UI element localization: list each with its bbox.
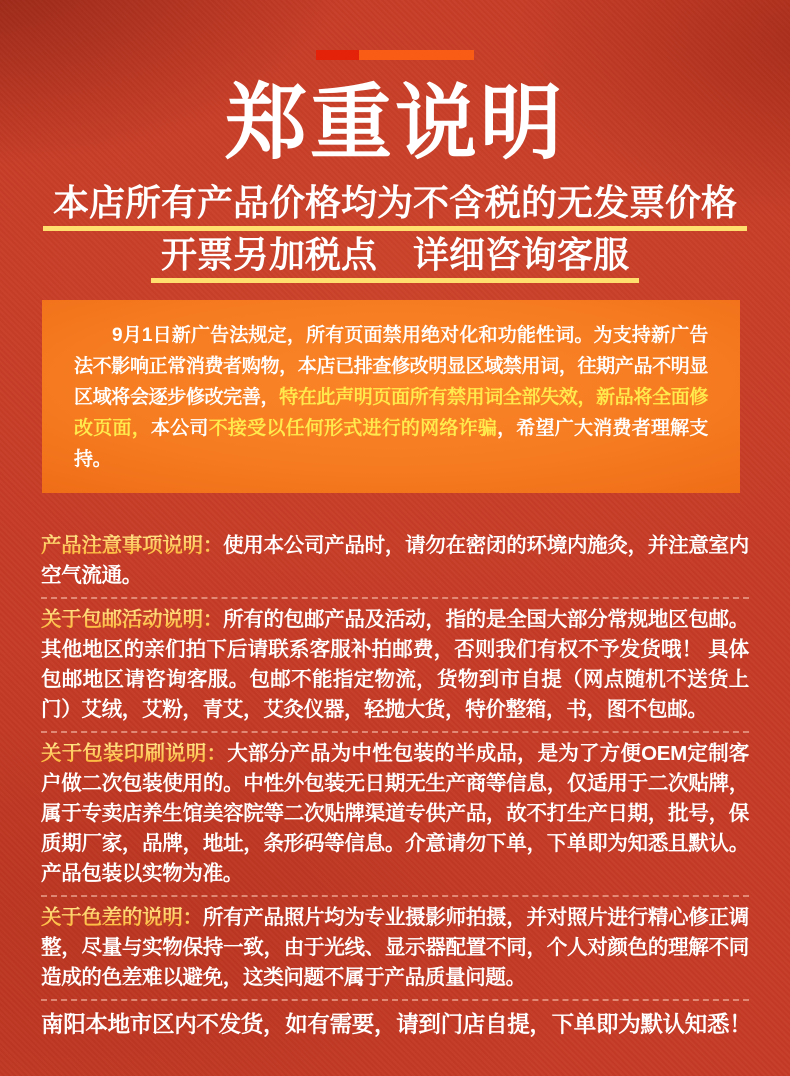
section-divider <box>41 999 749 1001</box>
footer-note: 南阳本地市区内不发货，如有需要，请到门店自提，下单即为默认知悉！ <box>41 1012 752 1037</box>
section-packaging-print <box>41 739 749 889</box>
section-divider <box>41 731 749 733</box>
notice-segment-highlight: 特在此声明页面所有禁用词全部失效，新品将全面修改页面， <box>74 387 708 439</box>
section-heading: 关于色差的说明： <box>41 906 203 929</box>
decor-bar-right-segment <box>359 50 474 60</box>
section-body: 使用本公司产品时，请勿在密闭的环境内施灸，并注意室内空气流通。 <box>41 534 749 587</box>
page-title: 郑重说明 <box>224 78 565 169</box>
price-subtitle-line-2: 开票另加税点 详细咨询客服 <box>151 234 639 283</box>
section-heading: 关于包装印刷说明： <box>41 742 228 765</box>
section-divider <box>41 597 749 599</box>
section-body: 所有的包邮产品及活动，指的是全国大部分常规地区包邮。其他地区的亲们拍下后请联系客服补拍邮费，否则我们有权不予发货哦！ 具体包邮地区请咨询客服。包邮不能指定物流，货物到市自提（网点随机不送货上门）艾绒，艾粉，青艾，艾灸仪器，轻抛大货，特价整箱，书，图不包邮。 <box>41 608 749 721</box>
section-heading: 产品注意事项说明： <box>41 534 224 557</box>
section-divider <box>41 895 749 897</box>
section-product-care <box>41 531 749 591</box>
section-body: 大部分产品为中性包装的半成品，是为了方便OEM定制客户做二次包装使用的。中性外包装无日期无生产商等信息，仅适用于二次贴牌，属于专卖店养生馆美容院等二次贴牌渠道专供产品，故不打生产日期，批号，保质期厂家，品牌，地址，条形码等信息。介意请勿下单，下单即为知悉且默认。产品包装以实物为准。 <box>41 742 749 885</box>
decor-bar-left-segment <box>316 50 359 60</box>
section-heading: 关于包邮活动说明： <box>41 608 224 631</box>
decor-bar <box>316 50 474 60</box>
price-subtitle <box>0 182 790 286</box>
notice-segment-highlight: 不接受以任何形式进行的网络诈骗 <box>208 418 498 439</box>
notice-segment: 本公司 <box>150 418 209 439</box>
section-free-shipping <box>41 605 749 725</box>
notice-segment: ，希望广大消费者理解支持。 <box>74 418 708 470</box>
section-body: 所有产品照片均为专业摄影师拍摄，并对照片进行精心修正调整，尽量与实物保持一致，由于光线、显示器配置不同，个人对颜色的理解不同造成的色差难以避免，这类问题不属于产品质量问题。 <box>41 906 749 989</box>
ad-law-notice-box <box>42 300 740 493</box>
price-subtitle-line-1: 本店所有产品价格均为不含税的无发票价格 <box>43 182 747 231</box>
notice-segment: 9月1日新广告法规定，所有页面禁用绝对化和功能性词。为支持新广告法不影响正常消费者购物，本店已排查修改明显区域禁用词，往期产品不明显区域将会逐步修改完善， <box>74 325 708 408</box>
explanation-sections <box>41 531 752 1041</box>
section-color-difference <box>41 903 749 993</box>
